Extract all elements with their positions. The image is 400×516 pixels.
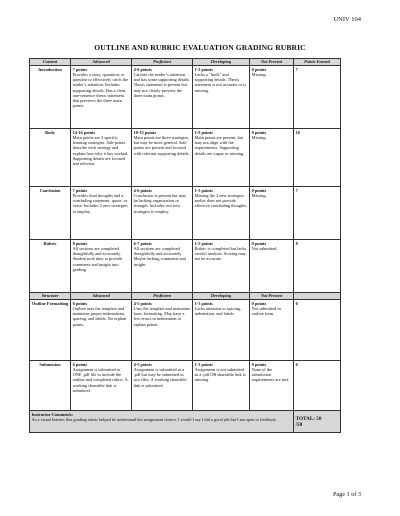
column-header: Proficient	[132, 59, 193, 66]
points-label: 10-13 points	[133, 129, 157, 135]
row-category: Introduction	[30, 66, 71, 129]
points-label: 8 points	[72, 240, 88, 246]
points-earned: 7	[294, 187, 341, 240]
page-number: Page 1 of 3	[332, 491, 361, 498]
developing-cell	[193, 300, 250, 361]
criteria-text: Main points are three strategies, but may be more general. Sub-points are present and focused with relevant supporting details.	[133, 135, 190, 156]
proficient-cell	[132, 300, 193, 361]
instructor-comments-text: As a visual learner, this grading rubric helped be understand the assignment clearer. I would I say I did a good job but I am open to feedback.	[31, 417, 277, 422]
row-category: Submission	[30, 361, 71, 411]
criteria-text: Missing the 2 new strategies and/or does not provide effective concluding thoughts.	[194, 193, 248, 209]
points-label: 1-3 points	[194, 361, 213, 367]
criteria-text: Conclusion is present but may be lacking organization or strength. Includes two new strategies to employ.	[133, 193, 187, 214]
criteria-text: Lacks a "hook" and supporting details. Thesis statement is not accurate or is missing.	[194, 72, 247, 93]
row-category: Rubric	[30, 240, 71, 293]
developing-cell	[193, 240, 250, 293]
criteria-text: Rubric is completed but lacks careful analysis. Scoring may not be accurate.	[194, 246, 247, 262]
criteria-text: Provides final thoughts and a concluding statement, quote, or verse. Includes 2 new strategies to employ.	[72, 193, 128, 214]
proficient-cell	[132, 240, 193, 293]
content-header-row	[30, 59, 341, 66]
advanced-cell	[71, 361, 132, 411]
column-header: Advanced	[71, 59, 132, 66]
structure-header-row	[30, 293, 341, 300]
criteria-text: All sections are completed thoughtfully and accurately. Student took time to provide comments and insight into grading.	[72, 246, 123, 272]
column-header: Developing	[193, 293, 250, 300]
not-present-cell	[250, 361, 294, 411]
points-earned: 6	[294, 361, 341, 411]
criteria-text: Missing.	[251, 135, 267, 140]
rubric-row-body	[30, 129, 341, 187]
column-header: Not Present	[250, 293, 294, 300]
points-label: 1-3 points	[194, 300, 213, 306]
points-label: 6-7 points	[133, 240, 152, 246]
points-label: 1-3 points	[194, 187, 213, 193]
points-label: 0 points	[251, 240, 267, 246]
rubric-row-introduction	[30, 66, 341, 129]
document-title: OUTLINE AND RUBRIC EVALUATION GRADING RUBRIC	[94, 43, 306, 52]
criteria-text: Not submitted in outline form.	[251, 306, 281, 317]
advanced-cell	[71, 240, 132, 293]
not-present-cell	[250, 66, 294, 129]
points-earned: 8	[294, 240, 341, 293]
rubric-row-conclusion	[30, 187, 341, 240]
points-label: 7 points	[72, 187, 88, 193]
column-header: Not Present	[250, 59, 294, 66]
developing-cell	[193, 129, 250, 187]
advanced-cell	[71, 300, 132, 361]
column-header: Structure	[30, 293, 71, 300]
not-present-cell	[250, 187, 294, 240]
column-header	[294, 293, 341, 300]
points-label: 0 points	[251, 187, 267, 193]
criteria-text: Lacks attention to spacing, indentation, and labels.	[194, 306, 242, 317]
criteria-text: Missing.	[251, 72, 267, 77]
instructor-comments-row	[30, 411, 341, 433]
course-code: UNIV 104	[333, 16, 361, 23]
total-label: TOTAL: 50	[295, 415, 322, 422]
instructor-comments-label: Instructor Comments:	[31, 411, 74, 417]
points-label: 1-3 points	[194, 66, 213, 72]
criteria-text: Outline uses the template and maintains proper indentations, spacing, and labels. No orphan points.	[72, 306, 127, 327]
points-earned: 6	[294, 300, 341, 361]
criteria-text: Assignment is submitted as a .pdf but may be submitted as two files. A working shareable link is submitted.	[133, 367, 187, 388]
instructor-comments-cell	[30, 411, 294, 433]
points-label: 14-16 points	[72, 129, 96, 135]
criteria-text: Uses the template and maintains basic formatting. May have a few errors in indentation or orphan points.	[133, 306, 190, 327]
column-header: Content	[30, 59, 71, 66]
advanced-cell	[71, 129, 132, 187]
criteria-text: Assignment is not submitted as a .pdf OR shareable link is missing.	[194, 367, 246, 383]
advanced-cell	[71, 187, 132, 240]
not-present-cell	[250, 240, 294, 293]
points-label: 4-6 points	[133, 66, 152, 72]
points-label: 6 points	[72, 300, 88, 306]
points-label: 6 points	[72, 361, 88, 367]
criteria-text: Assignment is submitted as ONE .pdf file to include the outline and completed rubric. A working shareable link is submitted.	[72, 367, 128, 393]
developing-cell	[193, 361, 250, 411]
rubric-table	[29, 58, 341, 433]
proficient-cell	[132, 361, 193, 411]
not-present-cell	[250, 129, 294, 187]
column-header: Advanced	[71, 293, 132, 300]
criteria-text: Catches the reader’s attention and has some supporting details. Thesis statement is present but may not clearly preview the three main points.	[133, 72, 191, 98]
proficient-cell	[132, 66, 193, 129]
row-category: Outline Formatting	[30, 300, 71, 361]
points-label: 4-6 points	[133, 187, 152, 193]
total-cell	[294, 411, 341, 433]
row-category: Body	[30, 129, 71, 187]
criteria-text: None of the submission requirements are met.	[251, 367, 290, 383]
criteria-text: Main points are present, but may not align with the requirements. Supporting details are vague or missing.	[194, 135, 245, 156]
points-earned: 16	[294, 129, 341, 187]
points-label: 0 points	[251, 66, 267, 72]
total-denominator: /50	[295, 421, 303, 428]
proficient-cell	[132, 187, 193, 240]
developing-cell	[193, 66, 250, 129]
criteria-text: Missing.	[251, 193, 267, 198]
rubric-row-submission	[30, 361, 341, 411]
rubric-row-outline-formatting	[30, 300, 341, 361]
points-earned: 7	[294, 66, 341, 129]
proficient-cell	[132, 129, 193, 187]
criteria-text: Not submitted.	[251, 246, 278, 251]
points-label: 4-5 points	[133, 361, 152, 367]
column-header: Developing	[193, 59, 250, 66]
column-header: Proficient	[132, 293, 193, 300]
rubric-row-rubric	[30, 240, 341, 293]
advanced-cell	[71, 66, 132, 129]
developing-cell	[193, 187, 250, 240]
criteria-text: Provides a story, quotation, or question to effectively catch the reader’s attention. Includes supporting details. Has a clear, one-sentence thesis statement that previews the three main points.	[72, 72, 128, 109]
not-present-cell	[250, 300, 294, 361]
points-label: 7 points	[72, 66, 88, 72]
points-label: 0 points	[251, 129, 267, 135]
criteria-text: All sections are completed thoughtfully and accurately. Maybe lacking comments and insight.	[133, 246, 186, 267]
row-category: Conclusion	[30, 187, 71, 240]
points-label: 0 points	[251, 300, 267, 306]
criteria-text: Main points are 3 specific learning strategies. Sub-points describe each strategy and explain how/why it has worked. Supporting details are focused and relevant.	[72, 135, 129, 167]
points-label: 0 points	[251, 361, 267, 367]
column-header: Points Earned	[294, 59, 341, 66]
points-label: 1-9 points	[194, 129, 213, 135]
points-label: 1-5 points	[194, 240, 213, 246]
points-label: 4-5 points	[133, 300, 152, 306]
